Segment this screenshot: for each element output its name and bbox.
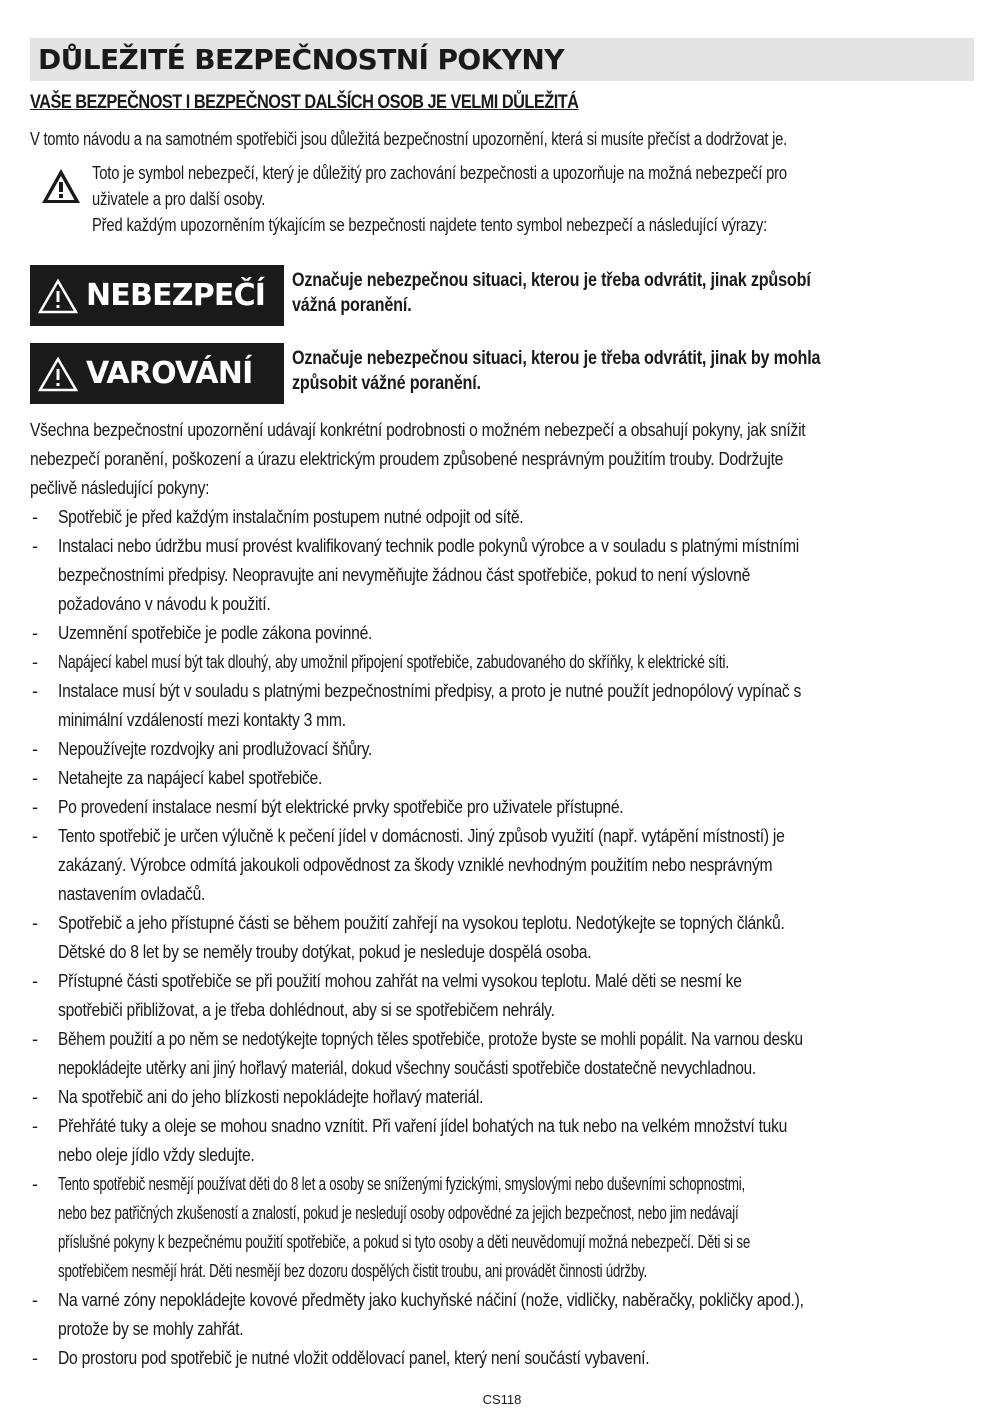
general-line: Všechna bezpečnostní upozornění udávají konkrétní podrobnosti o možném nebezpečí a obsahují pokyny, jak snížit [30, 420, 806, 440]
warning-description [292, 346, 820, 396]
list-item [30, 619, 974, 648]
bullet-dash: - [32, 1290, 38, 1310]
list-item [30, 909, 974, 967]
symbol-note-line: uživatele a pro další osoby. [92, 189, 266, 209]
bullet-dash: - [32, 681, 38, 701]
list-item [30, 1286, 974, 1344]
list-item-line: Nepoužívejte rozdvojky ani prodlužovací šňůry. [58, 739, 373, 759]
list-item [30, 648, 974, 677]
bullet-dash: - [32, 913, 38, 933]
list-item-line: protože by se mohly zahřát. [58, 1319, 244, 1339]
list-item-line: minimální vzdáleností mezi kontakty 3 mm. [58, 710, 346, 730]
list-item-line: zakázaný. Výrobce odmítá jakoukoli odpovědnost za škody vzniklé nevhodným použitím nebo nesprávným [58, 855, 773, 875]
list-item-line: Na varné zóny nepokládejte kovové předměty jako kuchyňské náčiní (nože, vidličky, naběračky, pokličky apod.), [58, 1290, 804, 1310]
list-item-line: Tento spotřebič nesmějí používat děti do 8 let a osoby se sníženými fyzickými, smyslovými nebo duševními schopnostmi, [58, 1174, 745, 1194]
list-item-line: Po provedení instalace nesmí být elektrické prvky spotřebiče pro uživatele přístupné. [58, 797, 624, 817]
danger-description-line: vážná poranění. [292, 295, 412, 316]
list-item-line: požadováno v návodu k použití. [58, 594, 271, 614]
warning-description-line: způsobit vážné poranění. [292, 373, 481, 394]
list-item [30, 1083, 974, 1112]
list-item [30, 967, 974, 1025]
list-item-line: Během použití a po něm se nedotýkejte topných těles spotřebiče, protože byste se mohli popálit. Na varnou desku [58, 1029, 803, 1049]
list-item-line: Instalace musí být v souladu s platnými bezpečnostními předpisy, a proto je nutné použít jednopólový vypínač s [58, 681, 802, 701]
intro-text: V tomto návodu a na samotném spotřebiči jsou důležitá bezpečnostní upozornění, která si musíte přečíst a dodržovat je. [30, 129, 787, 149]
danger-label: NEBEZPEČÍ [86, 278, 266, 313]
list-item [30, 822, 974, 909]
safety-instruction-list [30, 503, 974, 1373]
bullet-dash: - [32, 507, 38, 527]
list-item [30, 1025, 974, 1083]
bullet-dash: - [32, 1174, 38, 1194]
list-item-line: spotřebiči přibližovat, a je třeba dohlédnout, aby si se spotřebičem nehrály. [58, 1000, 555, 1020]
bullet-dash: - [32, 826, 38, 846]
list-item-line: bezpečnostními předpisy. Neopravujte ani nevyměňujte žádnou část spotřebiče, pokud to není výslovně [58, 565, 751, 585]
bullet-dash: - [32, 1029, 38, 1049]
danger-symbol-icon [40, 167, 82, 205]
list-item [30, 532, 974, 619]
bullet-dash: - [32, 971, 38, 991]
bullet-dash: - [32, 1116, 38, 1136]
general-line: pečlivě následující pokyny: [30, 478, 210, 498]
symbol-note-line: Před každým upozorněním týkajícím se bezpečnosti najdete tento symbol nebezpečí a následující výrazy: [92, 215, 768, 235]
bullet-dash: - [32, 797, 38, 817]
bullet-dash: - [32, 536, 38, 556]
bullet-dash: - [32, 652, 38, 672]
list-item [30, 1112, 974, 1170]
warning-triangle-icon [38, 356, 78, 392]
list-item-line: nepokládejte utěrky ani jiný hořlavý materiál, dokud všechny součásti spotřebiče dostatečně nevychladnou. [58, 1058, 756, 1078]
warning-description-line: Označuje nebezpečnou situaci, kterou je třeba odvrátit, jinak by mohla [292, 348, 821, 369]
list-item [30, 1344, 974, 1373]
page-title: DŮLEŽITÉ BEZPEČNOSTNÍ POKYNY [30, 38, 974, 81]
danger-description-line: Označuje nebezpečnou situaci, kterou je třeba odvrátit, jinak způsobí [292, 270, 811, 291]
list-item [30, 677, 974, 735]
list-item [30, 503, 974, 532]
danger-badge [30, 265, 284, 326]
list-item-line: spotřebičem nesmějí hrát. Děti nesmějí bez dozoru dospělých čistit troubu, ani provádět činnosti údržby. [58, 1261, 647, 1281]
bullet-dash: - [32, 1087, 38, 1107]
list-item-line: Přehřáté tuky a oleje se mohou snadno vznítit. Při vaření jídel bohatých na tuk nebo na velkém množství tuku [58, 1116, 788, 1136]
list-item-line: Tento spotřebič je určen výlučně k pečení jídel v domácnosti. Jiný způsob využití (např. vytápění místností) je [58, 826, 785, 846]
list-item-line: Spotřebič a jeho přístupné části se během použití zahřejí na vysokou teplotu. Nedotýkejte se topných článků. [58, 913, 785, 933]
list-item-line: Na spotřebič ani do jeho blízkosti nepokládejte hořlavý materiál. [58, 1087, 484, 1107]
list-item [30, 735, 974, 764]
list-item-line: Instalaci nebo údržbu musí provést kvalifikovaný technik podle pokynů výrobce a v souladu s platnými místními [58, 536, 800, 556]
section-subtitle: VAŠE BEZPEČNOST I BEZPEČNOST DALŠÍCH OSOB JE VELMI DŮLEŽITÁ [30, 92, 579, 113]
list-item-line: nebo oleje jídlo vždy sledujte. [58, 1145, 255, 1165]
bullet-dash: - [32, 768, 38, 788]
warning-triangle-icon [38, 278, 78, 314]
list-item-line: Netahejte za napájecí kabel spotřebiče. [58, 768, 323, 788]
symbol-note-line: Toto je symbol nebezpečí, který je důležitý pro zachování bezpečnosti a upozorňuje na možná nebezpečí pro [92, 163, 787, 183]
list-item-line: Spotřebič je před každým instalačním postupem nutné odpojit od sítě. [58, 507, 524, 527]
list-item [30, 764, 974, 793]
list-item-line: nastavením ovladačů. [58, 884, 206, 904]
page-number: CS118 [482, 1392, 522, 1407]
list-item-line: nebo bez patřičných zkušeností a znalostí, pokud je nesledují osoby odpovědné za jejich bezpečnost, nebo jim nedávají [58, 1203, 739, 1223]
symbol-note [92, 160, 940, 238]
list-item-line: Uzemnění spotřebiče je podle zákona povinné. [58, 623, 373, 643]
general-line: nebezpečí poranění, poškození a úrazu elektrickým proudem způsobené nesprávným použitím trouby. Dodržujte [30, 449, 784, 469]
list-item [30, 793, 974, 822]
list-item-line: příslušné pokyny k bezpečnému použití spotřebiče, a pokud si tyto osoby a děti neuvědomují možná nebezpečí. Děti si se [58, 1232, 751, 1252]
bullet-dash: - [32, 739, 38, 759]
bullet-dash: - [32, 1348, 38, 1368]
warning-badge [30, 343, 284, 404]
list-item-line: Přístupné části spotřebiče se při použití mohou zahřát na velmi vysokou teplotu. Malé děti se nesmí ke [58, 971, 742, 991]
list-item-line: Napájecí kabel musí být tak dlouhý, aby umožnil připojení spotřebiče, zabudovaného do skříňky, k elektrické síti. [58, 652, 729, 672]
list-item-line: Dětské do 8 let by se neměly trouby dotýkat, pokud je nesleduje dospělá osoba. [58, 942, 592, 962]
bullet-dash: - [32, 623, 38, 643]
list-item [30, 1170, 974, 1286]
warning-label: VAROVÁNÍ [86, 356, 253, 391]
list-item-line: Do prostoru pod spotřebič je nutné vložit oddělovací panel, který není součástí vybavení. [58, 1348, 650, 1368]
danger-description [292, 268, 811, 318]
